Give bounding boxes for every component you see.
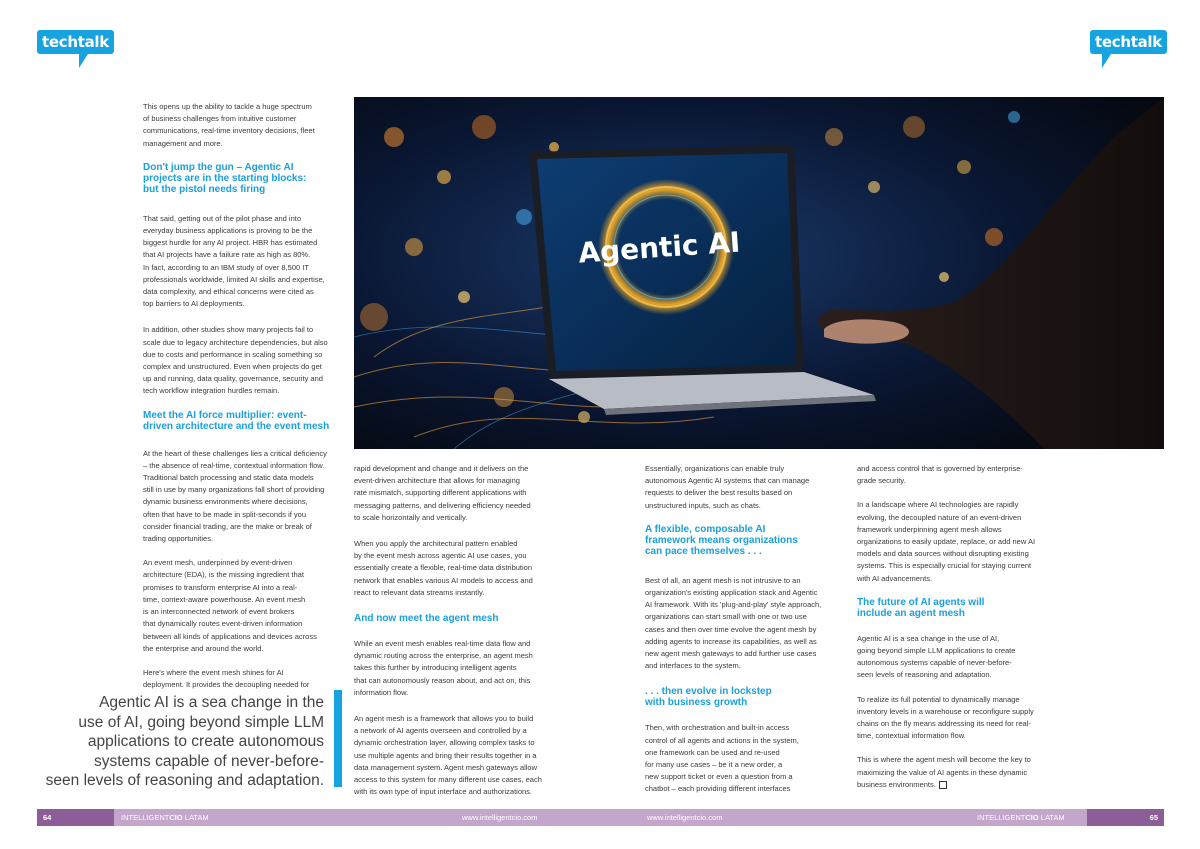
hero-image [354, 97, 1164, 449]
paragraph: This opens up the ability to tackle a huge spectrum of business challenges from intuitive customer communications, real-time inventory decisions, fleet management and more. [143, 102, 315, 148]
paragraph: rapid development and change and it delivers on the event-driven architecture that allows for managing rate mismatch, supporting different applications with messaging patterns, and delivering efficiency needed to scale horizontally and vertically. [354, 464, 531, 522]
techtalk-logo-right [1090, 30, 1167, 68]
final-paragraph-text: This is where the agent mesh will become the key to maximizing the value of AI agents in these dynamic business environments. [857, 755, 1031, 789]
paragraph: and access control that is governed by enterprise- grade security. [857, 464, 1023, 486]
subheading: And now meet the agent mesh [354, 613, 499, 625]
end-mark-icon [939, 781, 947, 789]
mag-prefix: INTELLIGENT [977, 813, 1026, 822]
paragraph: To realize its full potential to dynamically manage inventory levels in a warehouse or reconfigure supply chains on the fly means addressing its need for real- time, contextual information flow. [857, 694, 1034, 741]
subheading: A flexible, composable AI framework means organizations can pace themselves . . . [645, 523, 798, 557]
logo-text: techtalk [37, 30, 114, 54]
page-footer [37, 809, 1164, 826]
paragraph: Best of all, an agent mesh is not intrusive to an organization's existing application stack and Agentic AI framework. With its 'plug-and-play' style approach, organizations can start small with one or two use cases and then over time evolve the agent mesh by adding agents to increase its capabilities, as well as new agent mesh gateways to add further use cases and interfaces to the system. [645, 575, 822, 671]
mag-bold: CIO [169, 813, 183, 822]
mag-bold: CIO [1025, 813, 1039, 822]
article-column-2 [354, 463, 559, 810]
website-link-right[interactable]: www.intelligentcio.com [647, 813, 723, 822]
logo-text: techtalk [1090, 30, 1167, 54]
paragraph [857, 754, 1062, 791]
subheading: Don't jump the gun – Agentic AI projects are in the starting blocks: but the pistol needs firing [143, 161, 307, 195]
subheading: Meet the AI force multiplier: event- driven architecture and the event mesh [143, 409, 330, 432]
article-column-3 [645, 463, 850, 808]
hero-screen-text: Agentic AI [577, 225, 742, 270]
mag-prefix: INTELLIGENT [121, 813, 170, 822]
paragraph: Essentially, organizations can enable truly autonomous Agentic AI systems that can manage requests to deliver the best results based on unstructured inputs, such as chats. [645, 464, 810, 510]
page-number-left: 64 [37, 809, 114, 826]
agentic-ai-laptop-illustration [354, 97, 1164, 449]
pull-quote-bar [334, 690, 342, 787]
website-link-left[interactable]: www.intelligentcio.com [462, 813, 538, 822]
paragraph: In addition, other studies show many projects fail to scale due to legacy architecture dependencies, but also due to costs and performance in scaling something so complex and unstructured. Even when projects do get up and running, data quality, governance, security and tech workflow integration hurdles remain. [143, 325, 328, 396]
paragraph: An agent mesh is a framework that allows you to build a network of AI agents overseen and controlled by a dynamic orchestration layer, allowing complex tasks to use multiple agents and bring their results together in a data management system. Agent mesh gateways allow access to this system for many different use cases, each with its own type of input interface and authorizations. [354, 714, 542, 797]
pull-quote: Agentic AI is a sea change in the use of AI, going beyond simple LLM applications to create autonomous systems capable of never-before- seen levels of reasoning and adaptation. [45, 694, 324, 789]
article-column-1 [143, 101, 348, 703]
paragraph: At the heart of these challenges lies a critical deficiency – the absence of real-time, contextual information flow. Traditional batch processing and static data models still in use by many organizations fall short of providing dynamic business environments where decisions, often that have to be made in split-seconds if you consider financial trading, are the make or break of trading opportunities. [143, 448, 327, 544]
paragraph: When you apply the architectural pattern enabled by the event mesh across agentic AI use cases, you essentially create a flexible, real-time data distribution network that enables various AI models to access and react to relevant data streams instantly. [354, 539, 533, 597]
paragraph: Then, with orchestration and built-in access control of all agents and actions in the system, one framework can be used and re-used for many use cases – be it a new order, a new support ticket or even a question from a chatbot – each providing different interfaces [645, 723, 799, 794]
mag-suffix: LATAM [1038, 813, 1065, 822]
article-column-4 [857, 463, 1062, 803]
paragraph: An event mesh, underpinned by event-driven architecture (EDA), is the missing ingredient that promises to transform enterprise AI into a real- time, context-aware powerhouse. An event mesh is an interconnected network of event brokers that dynamically routes event-driven information between all kinds of applications and devices across the enterprise and around the world. [143, 558, 317, 653]
subheading: . . . then evolve in lockstep with business growth [645, 686, 772, 709]
mag-suffix: LATAM [182, 813, 209, 822]
logo-tail [1102, 54, 1111, 68]
techtalk-logo-left [37, 30, 114, 68]
paragraph: Here's where the event mesh shines for AI deployment. It provides the decoupling needed for [143, 667, 310, 690]
paragraph: That said, getting out of the pilot phase and into everyday business applications is proving to be the biggest hurdle for any AI project. HBR has estimated that AI projects have a failure rate as high as 80%. In fact, according to an IBM study of over 8,500 IT professionals worldwide, limited AI skills and expertise, data complexity, and ethical concerns were cited as top barriers to AI deployments. [143, 213, 325, 309]
paragraph: Agentic AI is a sea change in the use of AI, going beyond simple LLM applications to create autonomous systems capable of never-before- seen levels of reasoning and adaptation. [857, 633, 1016, 680]
subheading: The future of AI agents will include an agent mesh [857, 596, 985, 619]
logo-tail [79, 54, 88, 68]
paragraph: While an event mesh enables real-time data flow and dynamic routing across the enterprise, an agent mesh takes this further by introducing intelligent agents that can autonomously reason about, and act on, this information flow. [354, 639, 533, 697]
magazine-name-right [977, 809, 1065, 826]
page-number-right: 65 [1087, 809, 1164, 826]
paragraph: In a landscape where AI technologies are rapidly evolving, the decoupled nature of an event-driven framework underpinning agent mesh allows organizations to easily update, replace, or add new AI models and data sources without disrupting existing systems. This is especially crucial for staying current with AI advancements. [857, 500, 1036, 583]
magazine-name-left [121, 809, 209, 826]
